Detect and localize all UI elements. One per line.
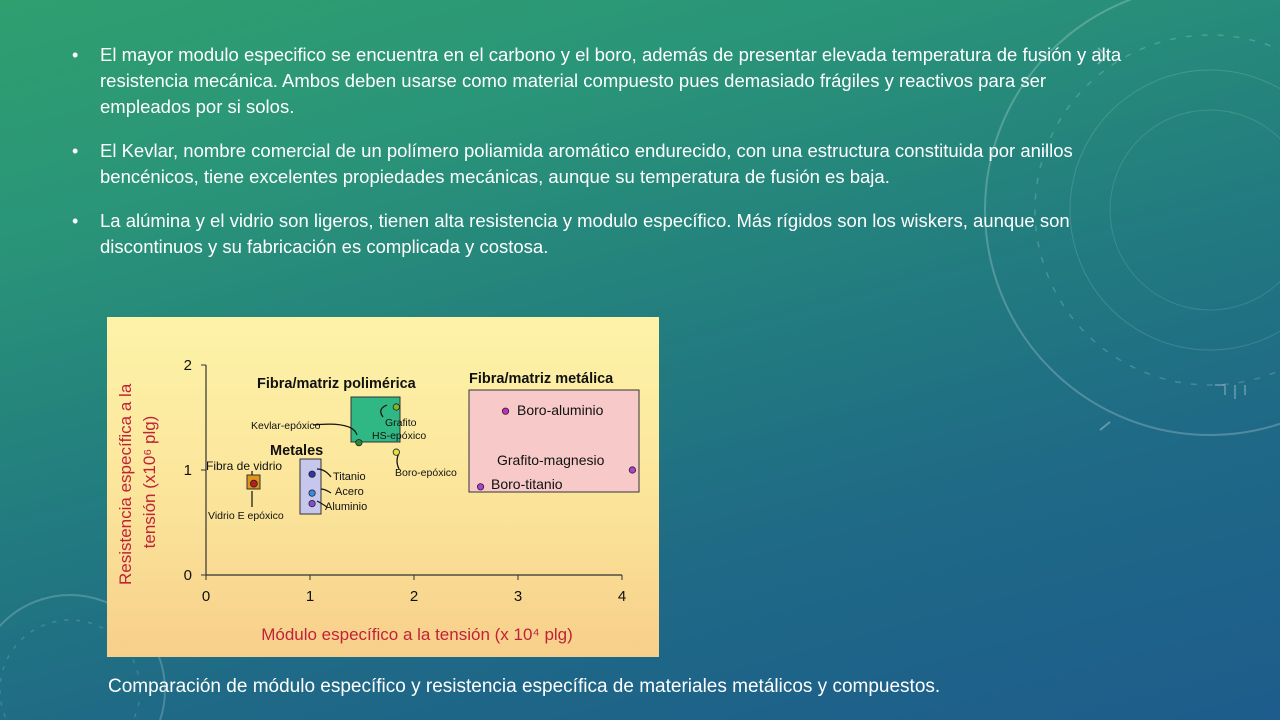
bullet-item: • El Kevlar, nombre comercial de un polímero poliamida aromático endurecido, con una estructura constituida por anillos bencénicos, tiene excelentes propiedades mecánicas, aunque su temperatura de fusión es baja. [70, 138, 1130, 190]
x-tick-label: 1 [305, 588, 315, 605]
label-boro-aluminio: Boro-aluminio [517, 402, 604, 418]
data-point-boro-titanio [477, 484, 483, 490]
x-tick-label: 4 [617, 588, 627, 605]
group-title-polymer: Fibra/matriz polimérica [257, 376, 416, 392]
data-point-grafito-hs-epóxico [393, 404, 399, 410]
x-tick-label: 0 [201, 588, 211, 605]
x-tick-label: 3 [513, 588, 523, 605]
scatter-chart [107, 317, 659, 657]
y-tick-label: 2 [183, 357, 192, 374]
y-axis-title [116, 379, 159, 585]
label-grafito-line2: HS-epóxico [372, 430, 427, 442]
y-axis-title-line2: tensión (x10⁶ plg) [140, 415, 159, 549]
data-point-boro-epóxico [393, 449, 399, 455]
bullet-item: • El mayor modulo especifico se encuentra en el carbono y el boro, además de presentar elevada temperatura de fusión y alta resistencia mecánica. Ambos deben usarse como material compuesto pues demasiado frágiles y reactivos para ser empleados por si solos. [70, 42, 1130, 120]
figure-caption: Comparación de módulo específico y resistencia específica de materiales metálicos y compuestos. [108, 676, 941, 697]
bullet-item: • La alúmina y el vidrio son ligeros, tienen alta resistencia y modulo específico. Más rígidos son los wiskers, aunque son discontinuos y su fabricación es complicada y costosa. [70, 208, 1130, 260]
data-point-aluminio [309, 500, 315, 506]
data-point-grafito-magnesio [629, 467, 635, 473]
label-boro-epoxico: Boro-epóxico [395, 467, 457, 479]
label-titanio: Titanio [333, 471, 366, 483]
label-fibra-vidrio: Fibra de vidrio [206, 459, 283, 473]
x-axis-title: Módulo específico a la tensión (x 10⁴ plg) [261, 625, 573, 644]
data-point-boro-aluminio [502, 408, 508, 414]
arrow-acero [321, 489, 331, 493]
data-point-titanio [309, 471, 315, 477]
label-boro-titanio: Boro-titanio [491, 476, 563, 492]
data-point-fibra-de-vidrio [250, 480, 257, 487]
chart-figure [107, 317, 659, 657]
data-point-kevlar-epóxico [356, 440, 362, 446]
data-point-acero [309, 490, 315, 496]
label-kevlar: Kevlar-epóxico [251, 420, 321, 432]
group-title-metallic: Fibra/matriz metálica [469, 371, 614, 387]
y-axis-title-line1: Resistencia específica a la [116, 383, 135, 586]
label-vidrio-e: Vidrio E epóxico [208, 510, 284, 522]
label-grafito-magnesio: Grafito-magnesio [497, 452, 605, 468]
label-acero: Acero [335, 486, 364, 498]
y-tick-label: 0 [183, 567, 192, 584]
x-tick-label: 2 [409, 588, 419, 605]
label-aluminio: Aluminio [325, 501, 368, 513]
group-title-metals: Metales [270, 443, 324, 459]
label-grafito-line1: Grafito [385, 417, 417, 429]
y-tick-label: 1 [183, 462, 192, 479]
bullet-list [70, 42, 1130, 278]
